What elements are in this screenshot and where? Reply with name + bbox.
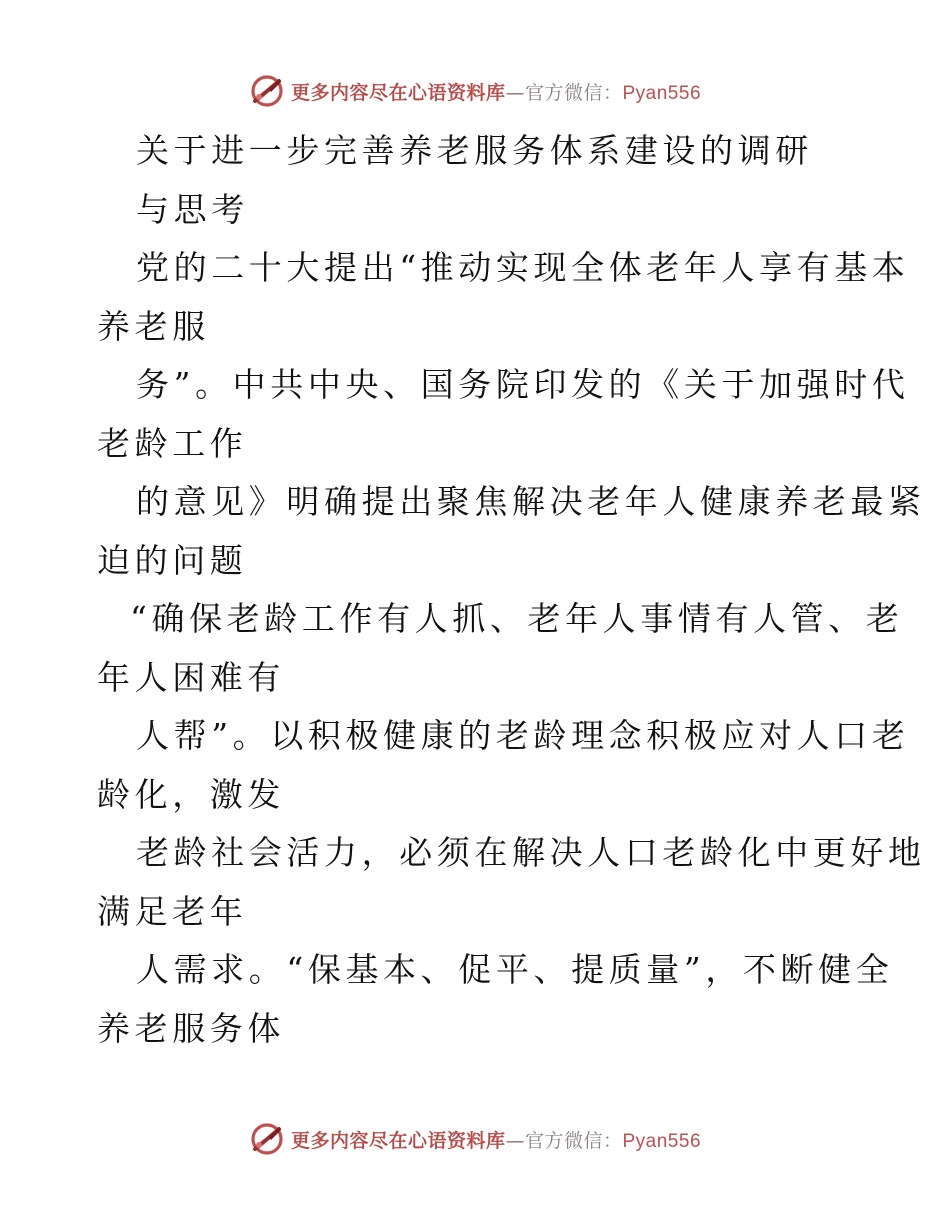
banner-wechat-id: Pyan556 xyxy=(622,1130,702,1152)
footer-banner-inner xyxy=(249,1121,701,1157)
banner-wechat-label: 官方微信： xyxy=(524,1129,623,1152)
paragraph-line: 养老服 xyxy=(97,306,210,346)
paragraph-line: 年人困难有 xyxy=(97,657,285,697)
banner-dash: — xyxy=(505,81,525,104)
title-line-2: 与思考 xyxy=(136,189,249,229)
footer-banner-text xyxy=(291,1126,701,1153)
banner-wechat-id: Pyan556 xyxy=(622,82,702,104)
title-line-1: 关于进一步完善养老服务体系建设的调研 xyxy=(136,131,813,170)
paragraph-line: 的意见》明确提出聚焦解决老年人健康养老最紧 xyxy=(136,482,926,521)
banner-wechat-label: 官方微信： xyxy=(524,81,623,104)
banner-site-name: 更多内容尽在心语资料库 xyxy=(290,81,506,104)
banner-site-name: 更多内容尽在心语资料库 xyxy=(290,1129,506,1152)
paragraph-line: 迫的问题 xyxy=(97,540,248,580)
red-brush-pen-logo-icon xyxy=(249,1121,285,1157)
banner-dash: — xyxy=(505,1129,525,1152)
red-brush-pen-logo-icon xyxy=(249,73,285,109)
header-banner-inner xyxy=(249,73,701,109)
paragraph-line: 党的二十大提出“推动实现全体老年人享有基本 xyxy=(136,248,910,287)
footer-banner xyxy=(0,1119,950,1159)
header-banner xyxy=(0,71,950,111)
paragraph-line: 老龄社会活力，必须在解决人口老龄化中更好地 xyxy=(136,833,926,872)
paragraph-line: “确保老龄工作有人抓、老年人事情有人管、老 xyxy=(130,599,904,638)
paragraph-line: 人帮”。以积极健康的老龄理念积极应对人口老 xyxy=(136,716,910,755)
paragraph-line: 龄化，激发 xyxy=(97,774,285,814)
paragraph-line: 人需求。“保基本、促平、提质量”，不断健全 xyxy=(136,950,894,989)
paragraph-line: 养老服务体 xyxy=(97,1008,285,1048)
paragraph-line: 满足老年 xyxy=(97,891,248,931)
header-banner-text xyxy=(291,78,701,105)
paragraph-line: 老龄工作 xyxy=(97,423,248,463)
paragraph-line: 务”。中共中央、国务院印发的《关于加强时代 xyxy=(136,365,910,404)
document-body xyxy=(0,122,950,1058)
